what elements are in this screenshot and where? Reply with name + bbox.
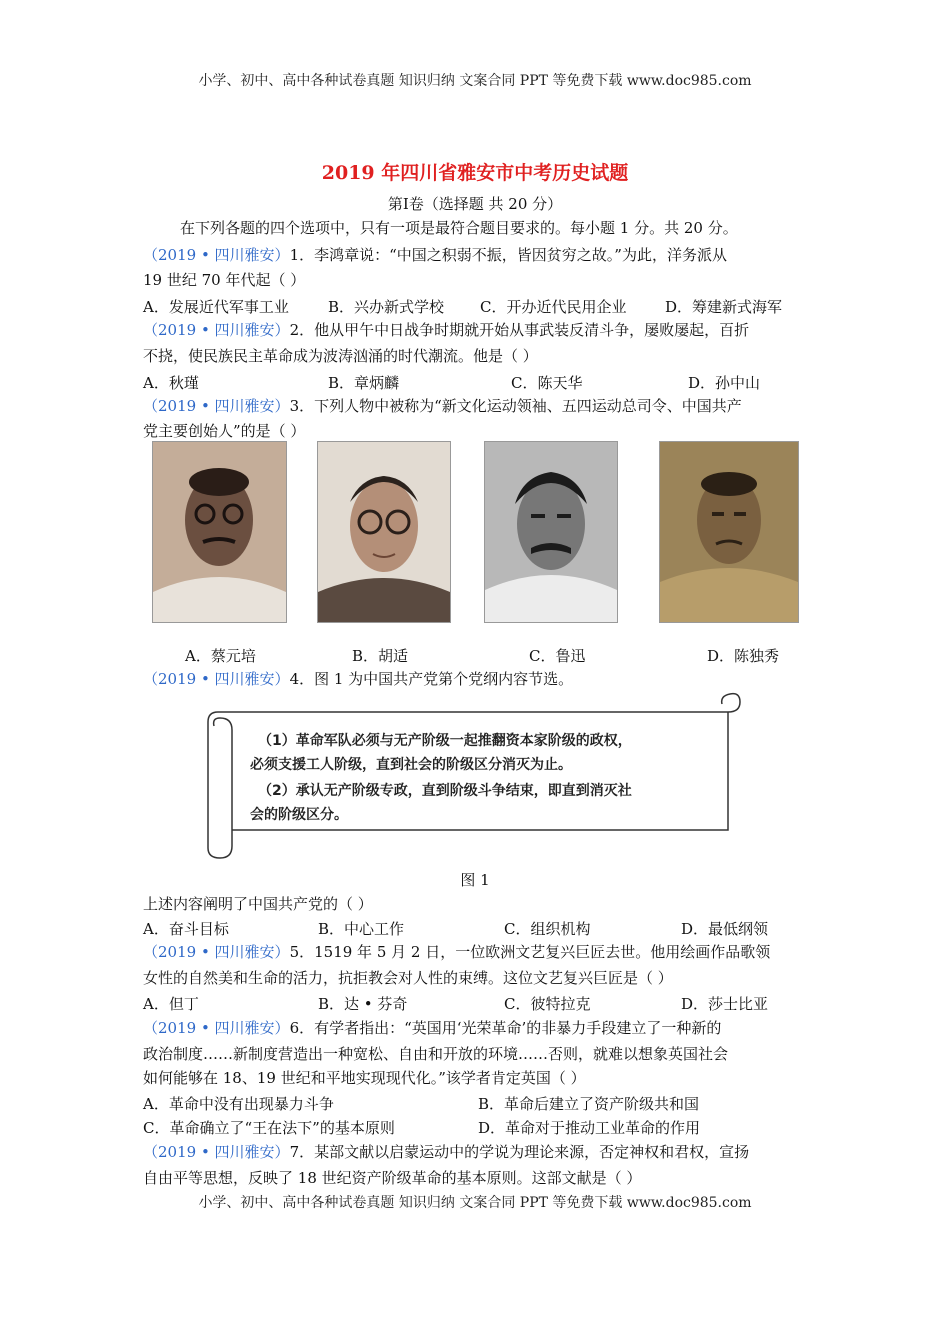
q3-option-a: A．蔡元培 [185,647,256,665]
page-title: 2019 年四川省雅安市中考历史试题 [321,162,629,184]
figure-caption: 图 1 [460,871,490,889]
q5-option-c: C．彼特拉克 [504,995,591,1013]
page-header: 小学、初中、高中各种试卷真题 知识归纳 文案合同 PPT 等免费下载 www.doc985.com [198,73,752,89]
q6-option-a: A．革命中没有出现暴力斗争 [143,1095,334,1113]
question-4-line-1: （2019 • 四川雅安）4．图 1 为中国共产党第个党纲内容节选。 [143,670,574,688]
question-1-line-1: （2019 • 四川雅安）1．李鸿章说：“中国之积弱不振，皆因贫穷之故。”为此，洋务派从 [143,246,727,264]
q6-option-c: C．革命确立了“王在法下”的基本原则 [143,1119,395,1137]
source-tag: （2019 • 四川雅安） [143,1019,290,1037]
question-3-line-2: 党主要创始人”的是（ ） [143,422,306,440]
q5-option-b: B．达 • 芬奇 [318,995,408,1013]
q2-option-a: A．秋瑾 [143,374,199,392]
q3-option-b: B．胡适 [352,647,409,665]
source-tag: （2019 • 四川雅安） [143,321,290,339]
source-tag: （2019 • 四川雅安） [143,246,290,264]
q4-option-b: B．中心工作 [318,920,405,938]
q1-option-a: A．发展近代军事工业 [143,298,289,316]
q1-option-b: B．兴办新式学校 [328,298,445,316]
scroll-line-4: 会的阶级区分。 [250,807,348,823]
source-tag: （2019 • 四川雅安） [143,943,290,961]
q2-option-b: B．章炳麟 [328,374,400,392]
q1-option-d: D．筹建新式海军 [665,298,783,316]
q6-option-b: B．革命后建立了资产阶级共和国 [478,1095,700,1113]
question-2-line-1: （2019 • 四川雅安）2．他从甲午中日战争时期就开始从事武装反清斗争，屡败屡起，百折 [143,321,750,339]
q2-option-d: D．孙中山 [688,374,761,392]
question-6-line-1: （2019 • 四川雅安）6．有学者指出：“英国用‘光荣革命’的非暴力手段建立了一种新的 [143,1019,722,1037]
q4-option-d: D．最低纲领 [681,920,769,938]
page-footer: 小学、初中、高中各种试卷真题 知识归纳 文案合同 PPT 等免费下载 www.doc985.com [198,1195,752,1211]
question-2-line-2: 不挠，使民族民主革命成为波涛汹涌的时代潮流。他是（ ） [143,347,538,365]
question-6-line-3: 如何能够在 18、19 世纪和平地实现现代化。”该学者肯定英国（ ） [143,1069,586,1087]
scroll-line-2: 必须支援工人阶级，直到社会的阶级区分消灭为止。 [250,757,572,773]
scroll-line-1: （1）革命军队必须与无产阶级一起推翻资本家阶级的政权， [258,733,632,749]
q5-option-d: D．莎士比亚 [681,995,769,1013]
q3-option-c: C．鲁迅 [529,647,586,665]
question-4-line-2: 上述内容阐明了中国共产党的（ ） [143,895,373,913]
question-5-line-1: （2019 • 四川雅安）5．1519 年 5 月 2 日，一位欧洲文艺复兴巨匠去世。他用绘画作品歌领 [143,943,771,961]
source-tag: （2019 • 四川雅安） [143,397,290,415]
q3-option-d: D．陈独秀 [707,647,780,665]
figure-1-scroll [200,690,745,860]
question-1-line-2: 19 世纪 70 年代起（ ） [143,271,306,289]
source-tag: （2019 • 四川雅安） [143,1143,290,1161]
q2-option-c: C．陈天华 [511,374,583,392]
source-tag: （2019 • 四川雅安） [143,670,290,688]
scroll-line-3: （2）承认无产阶级专政，直到阶级斗争结束，即直到消灭社 [258,783,632,799]
q6-option-d: D．革命对于推动工业革命的作用 [478,1119,701,1137]
question-5-line-2: 女性的自然美和生命的活力，抗拒教会对人性的束缚。这位文艺复兴巨匠是（ ） [143,969,673,987]
portrait-hu-shi [317,441,451,623]
portrait-lu-xun [484,441,618,623]
portrait-chen-duxiu [659,441,799,623]
q4-option-a: A．奋斗目标 [143,920,229,938]
question-3-line-1: （2019 • 四川雅安）3．下列人物中被称为“新文化运动领袖、五四运动总司令、中国共产 [143,397,742,415]
question-7-line-1: （2019 • 四川雅安）7．某部文献以启蒙运动中的学说为理论来源，否定神权和君权，宣扬 [143,1143,750,1161]
q1-option-c: C．开办近代民用企业 [480,298,627,316]
portrait-cai-yuanpei [152,441,287,623]
instructions: 在下列各题的四个选项中，只有一项是最符合题目要求的。每小题 1 分。共 20 分。 [180,219,738,237]
q5-option-a: A．但丁 [143,995,199,1013]
question-6-line-2: 政治制度……新制度营造出一种宽松、自由和开放的环境……否则，就难以想象英国社会 [143,1045,729,1063]
question-7-line-2: 自由平等思想，反映了 18 世纪资产阶级革命的基本原则。这部文献是（ ） [143,1169,642,1187]
section-heading: 第Ⅰ卷（选择题 共 20 分） [387,195,563,213]
q4-option-c: C．组织机构 [504,920,591,938]
